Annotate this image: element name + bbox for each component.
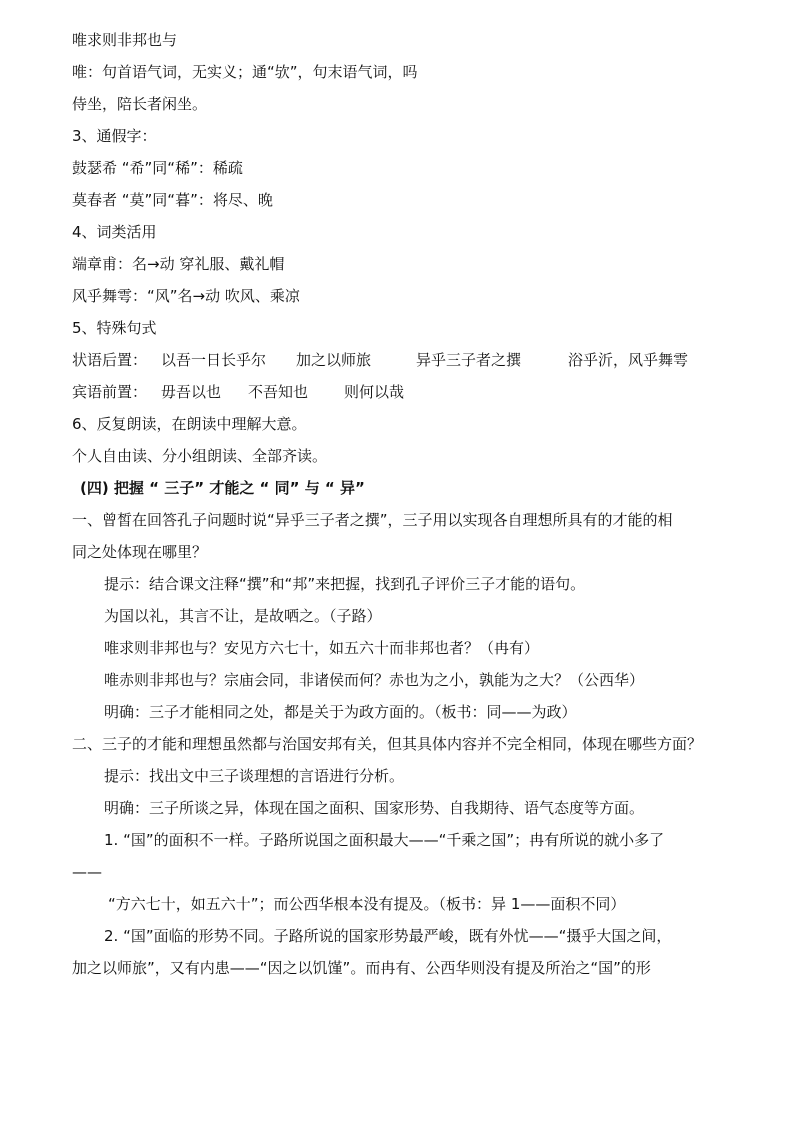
- text-line: 唯：句首语气词，无实义；通“欤”，句末语气词，吗: [72, 63, 418, 81]
- text-line: 明确：三子才能相同之处，都是关于为政方面的。（板书：同——为政）: [104, 703, 577, 721]
- text-line: 提示：结合课文注释“撰”和“邦”来把握，找到孔子评价三子才能的语句。: [104, 575, 586, 593]
- text-line: 4、词类活用: [72, 223, 157, 241]
- text-line: 鼓瑟希 “希”同“稀”：稀疏: [72, 159, 243, 177]
- text-line: 一、曾皙在回答孔子问题时说“异乎三子者之撰”，三子用以实现各自理想所具有的才能的相: [72, 511, 673, 529]
- text-line: 二、三子的才能和理想虽然都与治国安邦有关，但其具体内容并不完全相同，体现在哪些方面？: [72, 735, 703, 753]
- text-line: 为国以礼，其言不让，是故哂之。（子路）: [104, 607, 382, 625]
- text-line: ——: [72, 863, 102, 881]
- text-line: 6、反复朗读，在朗读中理解大意。: [72, 415, 307, 433]
- text-line: 唯求则非邦也与: [72, 31, 178, 49]
- text-line: 明确：三子所谈之异，体现在国之面积、国家形势、自我期待、语气态度等方面。: [104, 799, 645, 817]
- sentence-pattern-label: 状语后置：: [72, 351, 148, 369]
- example-phrase: 以吾一日长乎尔: [161, 351, 267, 369]
- text-line: 2. “国”面临的形势不同。子路所说的国家形势最严峻，既有外忧——“摄乎大国之间，: [104, 927, 672, 945]
- text-line: 5、特殊句式: [72, 319, 157, 337]
- text-line: 提示：找出文中三子谈理想的言语进行分析。: [104, 767, 405, 785]
- text-line: 唯赤则非邦也与？宗庙会同，非诸侯而何？赤也为之小，孰能为之大？（公西华）: [104, 671, 645, 689]
- text-line: [72, 382, 405, 402]
- example-phrase: 不吾知也: [248, 383, 309, 401]
- text-line: 端章甫：名→动 穿礼服、戴礼帽: [72, 255, 285, 273]
- section-heading: (四) 把握 “ 三子” 才能之 “ 同” 与 “ 异”: [80, 479, 365, 497]
- example-phrase: 浴乎沂，风乎舞雩: [568, 351, 689, 369]
- example-phrase: 毋吾以也: [161, 383, 222, 401]
- text-line: 同之处体现在哪里？: [72, 543, 208, 561]
- sentence-pattern-label: 宾语前置：: [72, 383, 148, 401]
- text-line: [72, 350, 689, 370]
- text-line: 3、通假字：: [72, 127, 157, 145]
- text-line: 加之以师旅”，又有内患——“因之以饥馑”。而冉有、公西华则没有提及所治之“国”的形: [72, 959, 651, 977]
- example-phrase: 异乎三子者之撰: [416, 351, 522, 369]
- example-phrase: 加之以师旅: [296, 351, 372, 369]
- text-line: 1. “国”的面积不一样。子路所说国之面积最大——“千乘之国”；冉有所说的就小多了: [104, 831, 665, 849]
- text-line: 莫春者 “莫”同“暮”：将尽、晚: [72, 191, 273, 209]
- text-line: 侍坐，陪长者闲坐。: [72, 95, 208, 113]
- text-line: 风乎舞雩：“风”名→动 吹风、乘凉: [72, 287, 300, 305]
- example-phrase: 则何以哉: [344, 383, 405, 401]
- text-line: 个人自由读、分小组朗读、全部齐读。: [72, 447, 328, 465]
- text-line: 唯求则非邦也与？安见方六七十，如五六十而非邦也者？（冉有）: [104, 639, 540, 657]
- text-line: “方六七十，如五六十”；而公西华根本没有提及。（板书：异 1——面积不同）: [108, 895, 626, 913]
